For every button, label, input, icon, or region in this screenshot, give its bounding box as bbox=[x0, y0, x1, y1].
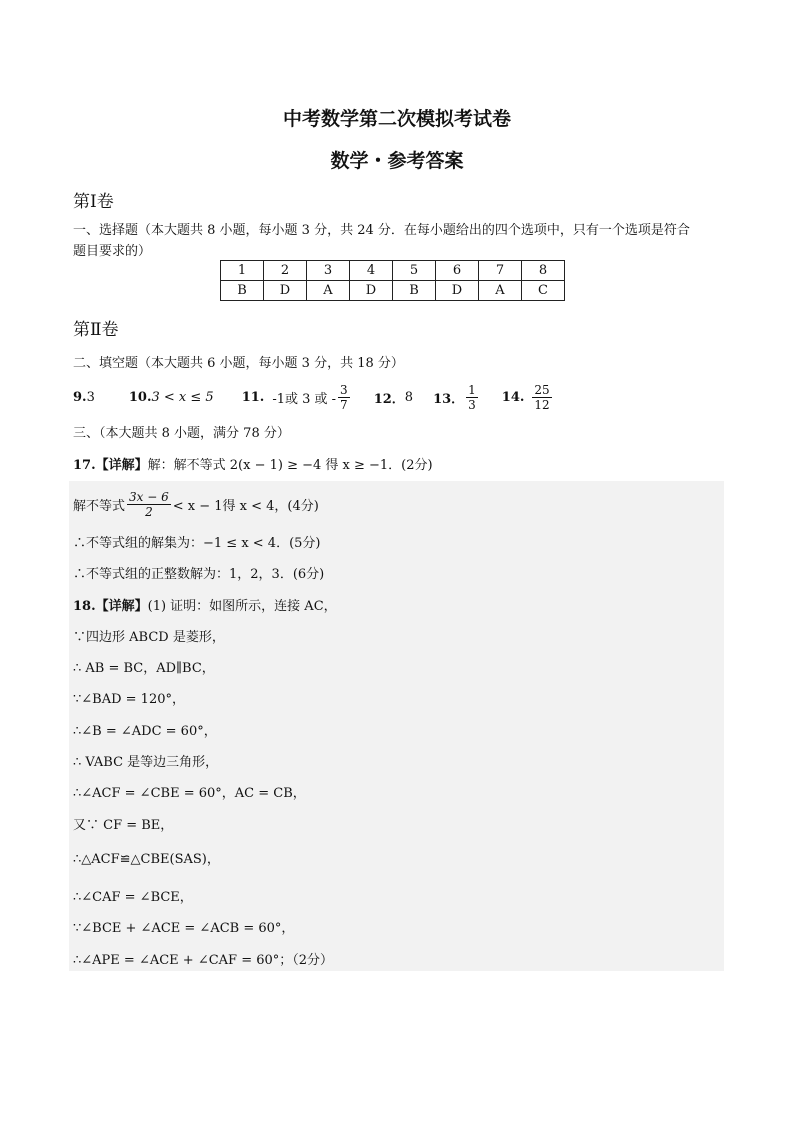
table-cell: B bbox=[221, 281, 264, 301]
table-cell: B bbox=[393, 281, 436, 301]
part1-label: 第Ⅰ卷 bbox=[73, 192, 114, 212]
table-cell: C bbox=[522, 281, 565, 301]
fraction-denominator: 7 bbox=[340, 397, 348, 412]
fraction-denominator: 12 bbox=[534, 397, 550, 412]
table-cell: 2 bbox=[264, 261, 307, 281]
fraction-numerator: 1 bbox=[468, 382, 476, 397]
q10-answer: 3 < x ≤ 5 bbox=[151, 389, 214, 405]
q9-number: 9. bbox=[73, 389, 87, 405]
q17-line4: ∴不等式组的正整数解为：1，2，3．(6分) bbox=[73, 567, 325, 582]
fraction-numerator: 3x − 6 bbox=[129, 489, 169, 504]
q13-fraction bbox=[466, 383, 478, 412]
q17-line3: ∴不等式组的解集为：−1 ≤ x < 4．(5分) bbox=[73, 536, 321, 551]
table-cell: 4 bbox=[350, 261, 393, 281]
choice-section-title-line1: 一、选择题（本大题共 8 小题，每小题 3 分，共 24 分．在每小题给出的四个选项中，只有一个选项是符合 bbox=[73, 223, 690, 238]
q18-line-11: ∴∠APE = ∠ACE + ∠CAF = 60°；（2分） bbox=[73, 953, 334, 968]
fill-section-title: 二、填空题（本大题共 6 小题，每小题 3 分，共 18 分） bbox=[73, 356, 404, 371]
page-title: 中考数学第二次模拟考试卷 bbox=[282, 108, 511, 130]
table-cell: 7 bbox=[479, 261, 522, 281]
solve-section-title: 三、（本大题共 8 小题，满分 78 分） bbox=[73, 426, 290, 441]
q14-number: 14. bbox=[501, 389, 525, 405]
q12-number: 12． bbox=[373, 391, 405, 407]
answer-table-answers-row bbox=[221, 281, 565, 301]
q13-number: 13． bbox=[433, 391, 465, 407]
table-cell: A bbox=[479, 281, 522, 301]
q18-line-7: 又∵ CF = BE， bbox=[73, 818, 174, 833]
q18-line-1: ∵四边形 ABCD 是菱形， bbox=[73, 630, 225, 645]
table-cell: 6 bbox=[436, 261, 479, 281]
q18-head: 18.【详解】 bbox=[73, 599, 148, 614]
q18-line-9: ∴∠CAF = ∠BCE， bbox=[73, 890, 193, 905]
table-cell: D bbox=[436, 281, 479, 301]
table-cell: D bbox=[350, 281, 393, 301]
q17-line2-suffix: < x − 1得 x < 4，(4分) bbox=[172, 498, 319, 514]
table-cell: 3 bbox=[307, 261, 350, 281]
q18-line-3: ∵∠BAD = 120°， bbox=[73, 692, 185, 707]
q18-line-2: ∴ AB = BC，AD∥BC， bbox=[73, 661, 215, 676]
q10-number: 10. bbox=[128, 389, 152, 405]
q11-fraction bbox=[338, 383, 350, 412]
q17-line1-text: 解：解不等式 2(x − 1) ≥ −4 得 x ≥ −1．(2分) bbox=[147, 458, 433, 473]
q18-line-5: ∴ VABC 是等边三角形， bbox=[73, 755, 219, 770]
q18-line-10: ∵∠BCE + ∠ACE = ∠ACB = 60°， bbox=[73, 921, 295, 936]
q18-line-0-text: (1) 证明：如图所示，连接 AC， bbox=[147, 599, 337, 614]
answer-table bbox=[220, 260, 565, 301]
q11-answer: -1或 3 或 - bbox=[272, 391, 337, 407]
choice-section-title-line2: 题目要求的） bbox=[73, 244, 152, 259]
fraction-numerator: 3 bbox=[340, 382, 348, 397]
table-cell: 1 bbox=[221, 261, 264, 281]
q14-fraction bbox=[532, 383, 551, 412]
q17-line1 bbox=[73, 454, 433, 473]
q17-line2-prefix: 解不等式 bbox=[73, 498, 126, 514]
table-cell: 5 bbox=[393, 261, 436, 281]
q18-line-0 bbox=[73, 595, 337, 614]
q18-line-6: ∴∠ACF = ∠CBE = 60°，AC = CB， bbox=[73, 786, 306, 801]
q18-line-4: ∴∠B = ∠ADC = 60°， bbox=[73, 724, 217, 739]
table-cell: 8 bbox=[522, 261, 565, 281]
answer-table-numbers-row bbox=[221, 261, 565, 281]
page-subtitle: 数学・参考答案 bbox=[330, 150, 464, 172]
part2-label: 第Ⅱ卷 bbox=[73, 320, 119, 340]
q17-fraction bbox=[127, 490, 171, 519]
q17-head: 17.【详解】 bbox=[73, 458, 148, 473]
table-cell: D bbox=[264, 281, 307, 301]
fraction-numerator: 25 bbox=[534, 382, 550, 397]
fraction-denominator: 3 bbox=[468, 397, 476, 412]
q9-answer: 3 bbox=[86, 389, 95, 405]
q17-line2 bbox=[73, 486, 319, 522]
q18-line-8: ∴△ACF≌△CBE(SAS)， bbox=[73, 852, 220, 867]
fraction-denominator: 2 bbox=[145, 504, 153, 519]
q11-number: 11. bbox=[241, 389, 265, 405]
q12-answer: 8 bbox=[404, 389, 414, 405]
table-cell: A bbox=[307, 281, 350, 301]
fill-answers-line bbox=[73, 380, 554, 414]
